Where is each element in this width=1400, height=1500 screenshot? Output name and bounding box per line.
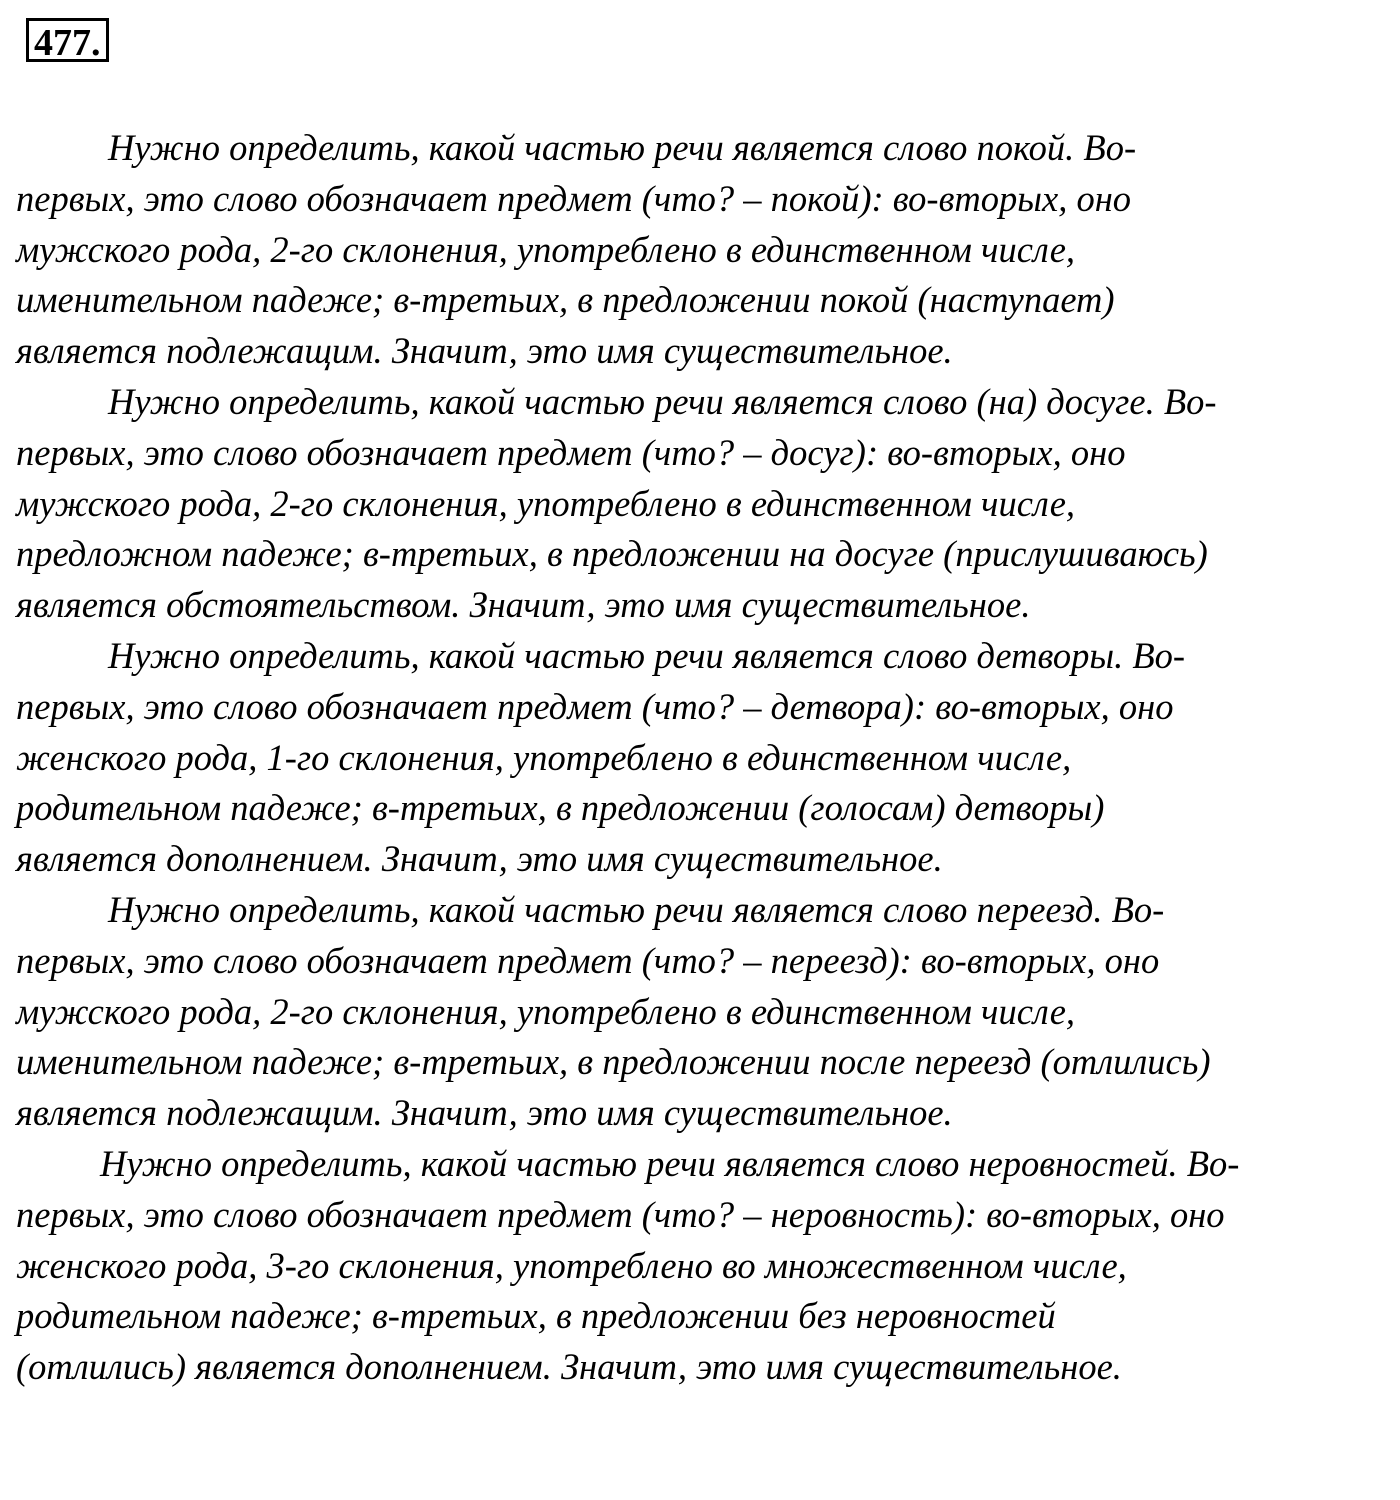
text-line: является подлежащим. Значит, это имя существительное. <box>16 1092 953 1134</box>
text-line: женского рода, 1-го склонения, употреблено в единственном числе, <box>16 736 1072 778</box>
text-line: (отлились) является дополнением. Значит, это имя существительное. <box>16 1346 1122 1388</box>
paragraph-pokoy <box>16 123 1396 377</box>
text-line: Нужно определить, какой частью речи является слово переезд. Во- <box>108 888 1165 930</box>
text-line: первых, это слово обозначает предмет (что? – неровность): во-вторых, оно <box>16 1193 1225 1235</box>
text-line: первых, это слово обозначает предмет (что? – досуг): во-вторых, оно <box>16 431 1126 473</box>
text-line: именительном падеже; в-третьих, в предложении после переезд (отлились) <box>16 1041 1211 1083</box>
answer-text <box>16 123 1396 1393</box>
text-line: является обстоятельством. Значит, это имя существительное. <box>16 584 1031 626</box>
text-line: мужского рода, 2-го склонения, употреблено в единственном числе, <box>16 482 1076 524</box>
text-line: мужского рода, 2-го склонения, употреблено в единственном числе, <box>16 228 1076 270</box>
text-line: первых, это слово обозначает предмет (что? – детвора): во-вторых, оно <box>16 685 1174 727</box>
paragraph-nerovnostey <box>16 1139 1396 1393</box>
text-line: первых, это слово обозначает предмет (что? – покой): во-вторых, оно <box>16 177 1132 219</box>
text-line: родительном падеже; в-третьих, в предложении (голосам) детворы) <box>16 787 1105 829</box>
text-line: Нужно определить, какой частью речи является слово неровностей. Во- <box>100 1142 1240 1184</box>
text-line: предложном падеже; в-третьих, в предложении на досуге (прислушиваюсь) <box>16 533 1208 575</box>
text-line: Нужно определить, какой частью речи является слово покой. Во- <box>108 127 1137 168</box>
text-line: первых, это слово обозначает предмет (что? – переезд): во-вторых, оно <box>16 939 1160 981</box>
text-line: является подлежащим. Значит, это имя существительное. <box>16 330 953 372</box>
paragraph-detvory <box>16 631 1396 885</box>
text-line: Нужно определить, какой частью речи является слово детворы. Во- <box>108 634 1186 676</box>
paragraph-dosuge <box>16 377 1396 631</box>
text-line: является дополнением. Значит, это имя существительное. <box>16 838 943 880</box>
text-line: именительном падеже; в-третьих, в предложении покой (наступает) <box>16 279 1115 321</box>
text-line: мужского рода, 2-го склонения, употреблено в единственном числе, <box>16 990 1076 1032</box>
exercise-number: 477. <box>26 18 109 62</box>
paragraph-pereezd <box>16 885 1396 1139</box>
text-line: Нужно определить, какой частью речи является слово (на) досуге. Во- <box>108 380 1217 422</box>
text-line: родительном падеже; в-третьих, в предложении без неровностей <box>16 1295 1056 1337</box>
text-line: женского рода, 3-го склонения, употреблено во множественном числе, <box>16 1244 1127 1286</box>
